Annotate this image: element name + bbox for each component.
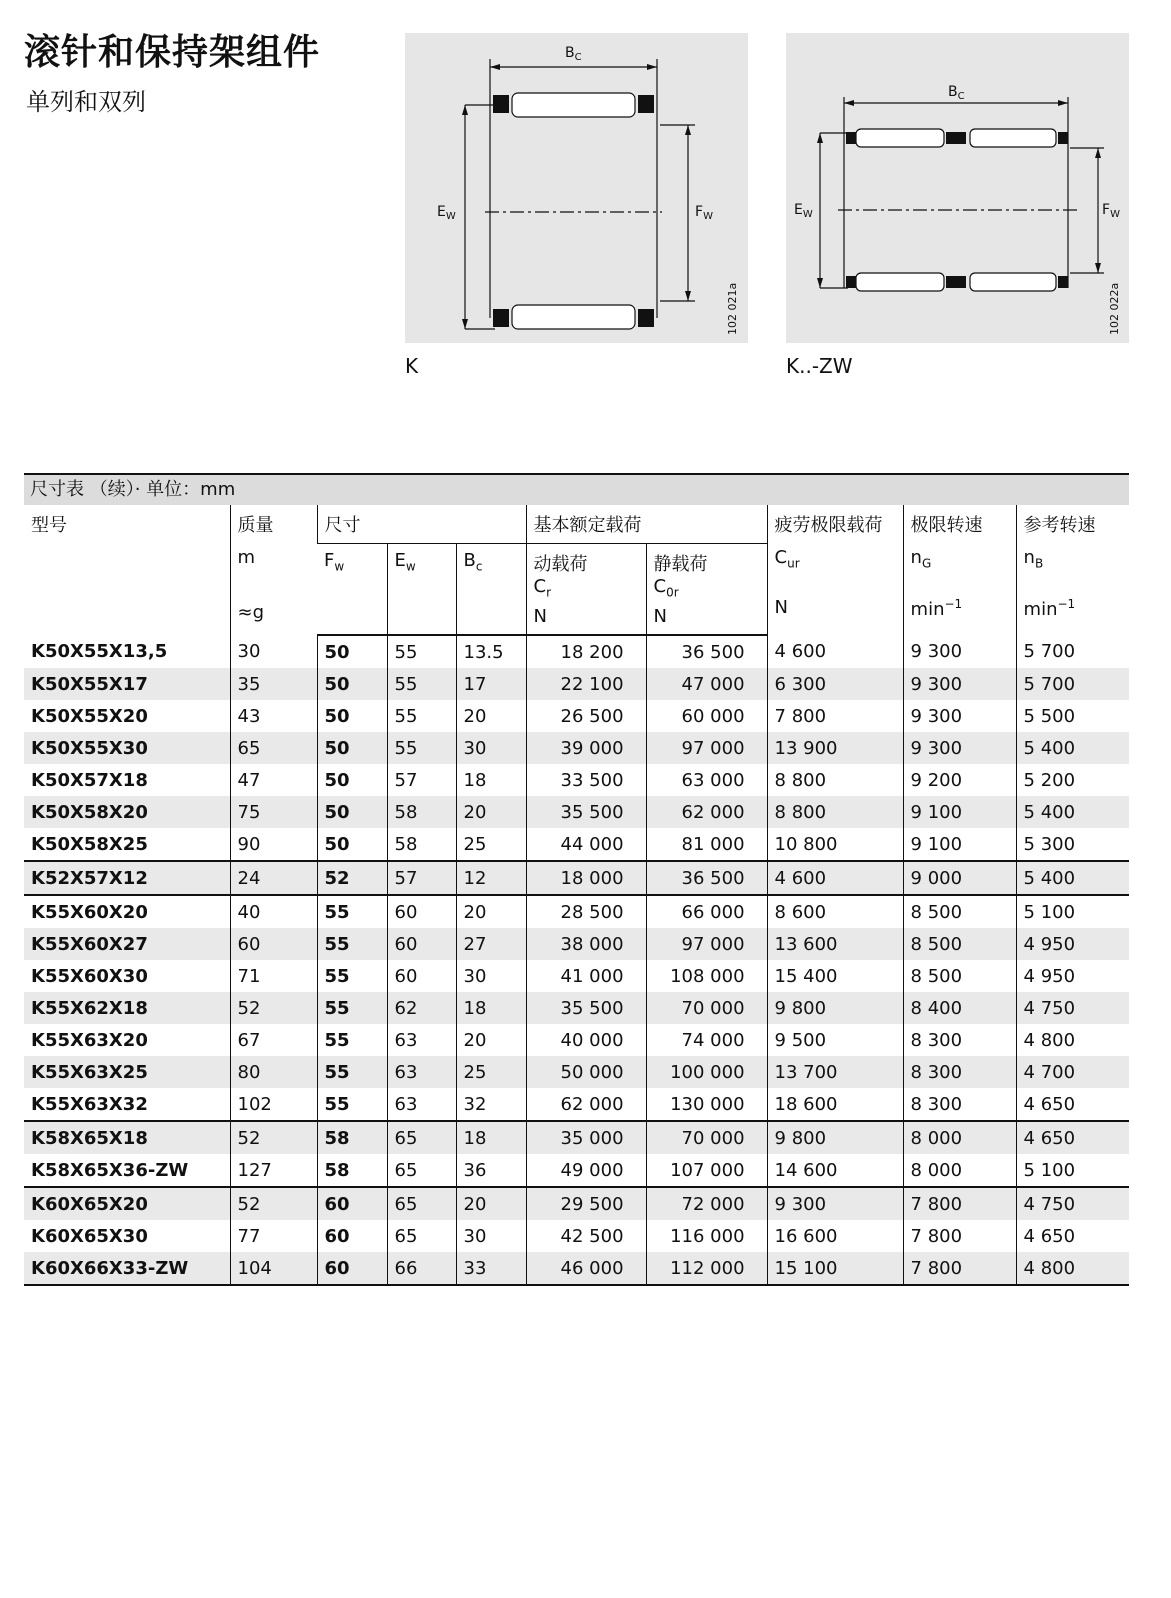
cell-m: 47 <box>230 764 317 796</box>
dim-fw-label-2: $F_W$ <box>1102 202 1120 220</box>
cell-c0r: 112 000 <box>646 1252 767 1285</box>
cell-bc: 13.5 <box>456 635 526 668</box>
cell-model: K55X63X20 <box>31 1029 148 1051</box>
cell-cur: 13 900 <box>767 732 903 764</box>
cell-bc: 25 <box>456 1056 526 1088</box>
table-row <box>24 992 1129 1024</box>
cell-nb: 5 400 <box>1016 732 1129 764</box>
cell-m: 75 <box>230 796 317 828</box>
cell-fw: 60 <box>317 1252 387 1285</box>
cell-bc: 36 <box>456 1154 526 1187</box>
cell-m: 40 <box>230 895 317 928</box>
cell-bc: 20 <box>456 796 526 828</box>
cell-c0r: 47 000 <box>646 668 767 700</box>
cell-model: K55X63X25 <box>24 1056 230 1088</box>
cell-model: K60X65X20 <box>24 1187 230 1220</box>
cell-fw: 50 <box>317 635 387 668</box>
page-subtitle: 单列和双列 <box>26 88 146 116</box>
cell-bc: 20 <box>456 895 526 928</box>
cell-fw: 55 <box>317 992 387 1024</box>
cell-ng: 9 200 <box>903 764 1016 796</box>
cell-cur: 13 600 <box>767 928 903 960</box>
cell-nb: 5 300 <box>1016 828 1129 861</box>
cell-model: K55X60X27 <box>24 928 230 960</box>
cell-cur: 9 800 <box>767 992 903 1024</box>
cell-cur: 14 600 <box>767 1154 903 1187</box>
cell-cur: 8 600 <box>767 895 903 928</box>
cell-fw: 50 <box>317 764 387 796</box>
cell-cur: 9 300 <box>767 1187 903 1220</box>
cell-c0r: 70 000 <box>646 1121 767 1154</box>
table-row <box>24 668 1129 700</box>
cell-cur: 9 800 <box>767 1121 903 1154</box>
cell-model: K50X55X20 <box>31 705 148 727</box>
cell-cur: 8 800 <box>767 764 903 796</box>
cell-ng: 8 300 <box>903 1024 1016 1056</box>
cell-m: 102 <box>230 1088 317 1121</box>
cell-bc: 30 <box>456 732 526 764</box>
cell-c0r: 62 000 <box>646 796 767 828</box>
cell-nb: 4 950 <box>1016 960 1129 992</box>
header-dynamic-load: 动载荷 $C_r$ N <box>526 544 646 636</box>
dim-fw-label: $F_W$ <box>695 204 713 222</box>
cell-bc: 20 <box>456 1187 526 1220</box>
cell-c0r: 97 000 <box>646 928 767 960</box>
cell-m: 65 <box>230 732 317 764</box>
cell-cr: 18 000 <box>526 861 646 895</box>
dim-ew-label-2: $E_W$ <box>794 202 813 220</box>
cell-bc: 33 <box>456 1252 526 1285</box>
cell-nb: 4 950 <box>1016 928 1129 960</box>
cell-cr: 41 000 <box>526 960 646 992</box>
table-row <box>24 960 1129 992</box>
cell-m: 67 <box>230 1024 317 1056</box>
cell-fw: 55 <box>317 1056 387 1088</box>
header-mass: 质量 m ≈g <box>230 505 317 635</box>
cell-cur: 6 300 <box>767 668 903 700</box>
cell-bc: 30 <box>456 960 526 992</box>
cell-c0r: 116 000 <box>646 1220 767 1252</box>
cell-cur: 10 800 <box>767 828 903 861</box>
header-dims: 尺寸 <box>317 505 526 544</box>
cell-fw: 55 <box>317 1024 387 1056</box>
cell-cr: 46 000 <box>526 1252 646 1285</box>
cell-model: K60X65X30 <box>31 1225 148 1247</box>
cell-nb: 5 700 <box>1016 668 1129 700</box>
cell-model: K50X57X18 <box>31 769 148 791</box>
cell-cr: 38 000 <box>526 928 646 960</box>
cell-ew: 60 <box>387 960 456 992</box>
cell-fw: 55 <box>317 960 387 992</box>
cell-ew: 65 <box>387 1154 456 1187</box>
table-body <box>24 635 1129 1285</box>
cell-nb: 5 400 <box>1016 796 1129 828</box>
header-load: 基本额定载荷 <box>526 505 767 544</box>
cell-ng: 9 300 <box>903 668 1016 700</box>
cell-m: 80 <box>230 1056 317 1088</box>
cell-model: K55X63X32 <box>31 1093 148 1115</box>
table-row <box>24 1187 1129 1220</box>
cell-cr: 35 500 <box>526 796 646 828</box>
cell-m: 30 <box>230 635 317 668</box>
table-row <box>24 1056 1129 1088</box>
cell-model: K50X55X17 <box>24 668 230 700</box>
cell-ew: 57 <box>387 764 456 796</box>
table-row <box>24 796 1129 828</box>
table-row <box>24 861 1129 895</box>
cell-ew: 66 <box>387 1252 456 1285</box>
cell-nb: 5 100 <box>1016 895 1129 928</box>
figure-label-k: K <box>405 354 419 378</box>
cell-fw: 50 <box>317 796 387 828</box>
cell-ng: 9 300 <box>903 732 1016 764</box>
cell-bc: 20 <box>456 700 526 732</box>
cell-fw: 58 <box>317 1121 387 1154</box>
cell-m: 77 <box>230 1220 317 1252</box>
header-fw: $F_w$ <box>317 544 387 636</box>
cell-model: K50X58X25 <box>31 833 148 855</box>
header-ew: $E_w$ <box>387 544 456 636</box>
dim-ew-label: $E_W$ <box>437 204 456 222</box>
cell-nb: 4 700 <box>1016 1056 1129 1088</box>
cell-ng: 9 300 <box>903 700 1016 732</box>
cell-bc: 17 <box>456 668 526 700</box>
cell-nb: 4 650 <box>1016 1088 1129 1121</box>
cell-m: 71 <box>230 960 317 992</box>
cell-cr: 39 000 <box>526 732 646 764</box>
dim-bc-label: $B_C$ <box>565 45 582 63</box>
cell-ew: 62 <box>387 992 456 1024</box>
header-limit-speed: 极限转速 $n_G$ $\min^{-1}$ <box>903 505 1016 635</box>
cell-cr: 50 000 <box>526 1056 646 1088</box>
cell-m: 52 <box>230 1187 317 1220</box>
cell-cur: 9 500 <box>767 1024 903 1056</box>
cell-bc: 18 <box>456 764 526 796</box>
table-row <box>24 732 1129 764</box>
cell-bc: 30 <box>456 1220 526 1252</box>
cell-c0r: 63 000 <box>646 764 767 796</box>
cell-ew: 65 <box>387 1220 456 1252</box>
cell-cr: 35 000 <box>526 1121 646 1154</box>
table-row <box>24 635 1129 668</box>
cell-fw: 58 <box>317 1154 387 1187</box>
cell-bc: 25 <box>456 828 526 861</box>
table-row <box>24 1252 1129 1285</box>
cell-ew: 63 <box>387 1088 456 1121</box>
header-ref-speed: 参考转速 $n_B$ $\min^{-1}$ <box>1016 505 1129 635</box>
cell-nb: 5 500 <box>1016 700 1129 732</box>
dim-bc-label-2: $B_C$ <box>948 84 965 102</box>
cell-c0r: 108 000 <box>646 960 767 992</box>
cell-ew: 60 <box>387 928 456 960</box>
cell-m: 24 <box>230 861 317 895</box>
cell-cr: 26 500 <box>526 700 646 732</box>
cell-c0r: 130 000 <box>646 1088 767 1121</box>
cell-nb: 5 400 <box>1016 861 1129 895</box>
table-row <box>24 1088 1129 1121</box>
cell-ng: 8 300 <box>903 1056 1016 1088</box>
cell-m: 90 <box>230 828 317 861</box>
cell-cur: 4 600 <box>767 635 903 668</box>
cell-c0r: 74 000 <box>646 1024 767 1056</box>
cell-ng: 9 100 <box>903 796 1016 828</box>
diagram-k-zw-drawing <box>786 33 1129 343</box>
cell-cr: 44 000 <box>526 828 646 861</box>
dimension-table <box>24 505 1129 1286</box>
cell-ng: 9 100 <box>903 828 1016 861</box>
cell-fw: 55 <box>317 895 387 928</box>
cell-model: K55X60X20 <box>24 895 230 928</box>
cell-ew: 55 <box>387 700 456 732</box>
cell-ng: 8 000 <box>903 1154 1016 1187</box>
cell-ew: 63 <box>387 1024 456 1056</box>
cell-m: 127 <box>230 1154 317 1187</box>
header-static-load: 静载荷 $C_{0r}$ N <box>646 544 767 636</box>
cell-bc: 18 <box>456 1121 526 1154</box>
cell-nb: 4 650 <box>1016 1220 1129 1252</box>
cell-cr: 18 200 <box>526 635 646 668</box>
cell-m: 35 <box>230 668 317 700</box>
table-row <box>24 1154 1129 1187</box>
cell-c0r: 70 000 <box>646 992 767 1024</box>
cell-cur: 15 100 <box>767 1252 903 1285</box>
cell-cur: 18 600 <box>767 1088 903 1121</box>
cell-nb: 5 100 <box>1016 1154 1129 1187</box>
cell-cr: 42 500 <box>526 1220 646 1252</box>
cell-m: 43 <box>230 700 317 732</box>
cell-ng: 8 400 <box>903 992 1016 1024</box>
cell-ew: 63 <box>387 1056 456 1088</box>
cell-fw: 50 <box>317 700 387 732</box>
cell-cur: 4 600 <box>767 861 903 895</box>
cell-cr: 33 500 <box>526 764 646 796</box>
cell-ng: 7 800 <box>903 1252 1016 1285</box>
table-row <box>24 700 1129 732</box>
cell-bc: 20 <box>456 1024 526 1056</box>
table-row <box>24 1220 1129 1252</box>
cell-ng: 8 000 <box>903 1121 1016 1154</box>
cell-bc: 18 <box>456 992 526 1024</box>
cell-bc: 32 <box>456 1088 526 1121</box>
table-row <box>24 828 1129 861</box>
cell-cur: 15 400 <box>767 960 903 992</box>
cell-fw: 55 <box>317 1088 387 1121</box>
cell-c0r: 81 000 <box>646 828 767 861</box>
cell-model: K55X62X18 <box>24 992 230 1024</box>
cell-nb: 4 750 <box>1016 992 1129 1024</box>
cell-ew: 55 <box>387 732 456 764</box>
cell-ng: 8 500 <box>903 928 1016 960</box>
cell-ew: 57 <box>387 861 456 895</box>
cell-ng: 7 800 <box>903 1220 1016 1252</box>
cell-cr: 29 500 <box>526 1187 646 1220</box>
cell-ew: 58 <box>387 828 456 861</box>
cell-cur: 8 800 <box>767 796 903 828</box>
cell-cur: 13 700 <box>767 1056 903 1088</box>
cell-cr: 22 100 <box>526 668 646 700</box>
cell-c0r: 66 000 <box>646 895 767 928</box>
cell-ng: 8 500 <box>903 895 1016 928</box>
cell-fw: 52 <box>317 861 387 895</box>
cell-fw: 50 <box>317 732 387 764</box>
cell-m: 52 <box>230 992 317 1024</box>
cell-model: K50X55X30 <box>24 732 230 764</box>
cell-cr: 35 500 <box>526 992 646 1024</box>
cell-cr: 62 000 <box>526 1088 646 1121</box>
cell-ew: 55 <box>387 668 456 700</box>
cell-c0r: 100 000 <box>646 1056 767 1088</box>
cell-m: 60 <box>230 928 317 960</box>
cell-nb: 4 750 <box>1016 1187 1129 1220</box>
cell-c0r: 107 000 <box>646 1154 767 1187</box>
cell-nb: 4 800 <box>1016 1252 1129 1285</box>
header-fatigue: 疲劳极限载荷 $C_{ur}$ N <box>767 505 903 635</box>
cell-ew: 65 <box>387 1187 456 1220</box>
table-row <box>24 764 1129 796</box>
table-caption <box>24 473 1129 505</box>
cell-c0r: 72 000 <box>646 1187 767 1220</box>
cell-fw: 60 <box>317 1187 387 1220</box>
cell-ew: 60 <box>387 895 456 928</box>
cell-nb: 5 200 <box>1016 764 1129 796</box>
cell-ng: 7 800 <box>903 1187 1016 1220</box>
cell-nb: 4 800 <box>1016 1024 1129 1056</box>
cell-fw: 50 <box>317 668 387 700</box>
table-row <box>24 928 1129 960</box>
table-caption-text: 尺寸表 （续）· 单位：mm <box>30 479 236 500</box>
header-bc: $B_c$ <box>456 544 526 636</box>
page-title: 滚针和保持架组件 <box>24 32 321 73</box>
cell-nb: 4 650 <box>1016 1121 1129 1154</box>
table-row <box>24 1024 1129 1056</box>
cell-bc: 12 <box>456 861 526 895</box>
cell-c0r: 60 000 <box>646 700 767 732</box>
cell-model: K55X60X30 <box>31 965 148 987</box>
cell-ng: 8 500 <box>903 960 1016 992</box>
cell-m: 104 <box>230 1252 317 1285</box>
cell-model: K58X65X18 <box>24 1121 230 1154</box>
cell-fw: 60 <box>317 1220 387 1252</box>
cell-ew: 58 <box>387 796 456 828</box>
cell-ng: 9 300 <box>903 635 1016 668</box>
cell-fw: 50 <box>317 828 387 861</box>
cell-bc: 27 <box>456 928 526 960</box>
cell-cur: 16 600 <box>767 1220 903 1252</box>
cell-model: K52X57X12 <box>24 861 230 895</box>
diagram-k-single-row <box>405 33 748 343</box>
cell-c0r: 36 500 <box>646 635 767 668</box>
header-model: 型号 <box>31 515 67 536</box>
figure-code-2: 102 022a <box>1108 282 1121 335</box>
cell-m: 52 <box>230 1121 317 1154</box>
cell-ng: 9 000 <box>903 861 1016 895</box>
diagram-k-drawing <box>405 33 748 343</box>
table-row <box>24 895 1129 928</box>
cell-model: K50X55X13,5 <box>31 641 168 662</box>
table-row <box>24 1121 1129 1154</box>
cell-ng: 8 300 <box>903 1088 1016 1121</box>
figure-code: 102 021a <box>726 282 739 335</box>
cell-nb: 5 700 <box>1016 635 1129 668</box>
cell-fw: 55 <box>317 928 387 960</box>
cell-model: K50X58X20 <box>24 796 230 828</box>
cell-c0r: 97 000 <box>646 732 767 764</box>
cell-model: K58X65X36-ZW <box>31 1159 189 1181</box>
cell-c0r: 36 500 <box>646 861 767 895</box>
figure-label-k-zw: K..-ZW <box>786 354 853 378</box>
diagram-k-zw-double-row <box>786 33 1129 343</box>
cell-cr: 28 500 <box>526 895 646 928</box>
cell-model: K60X66X33-ZW <box>24 1252 230 1285</box>
cell-ew: 65 <box>387 1121 456 1154</box>
cell-cr: 49 000 <box>526 1154 646 1187</box>
cell-cr: 40 000 <box>526 1024 646 1056</box>
cell-cur: 7 800 <box>767 700 903 732</box>
cell-ew: 55 <box>387 635 456 668</box>
